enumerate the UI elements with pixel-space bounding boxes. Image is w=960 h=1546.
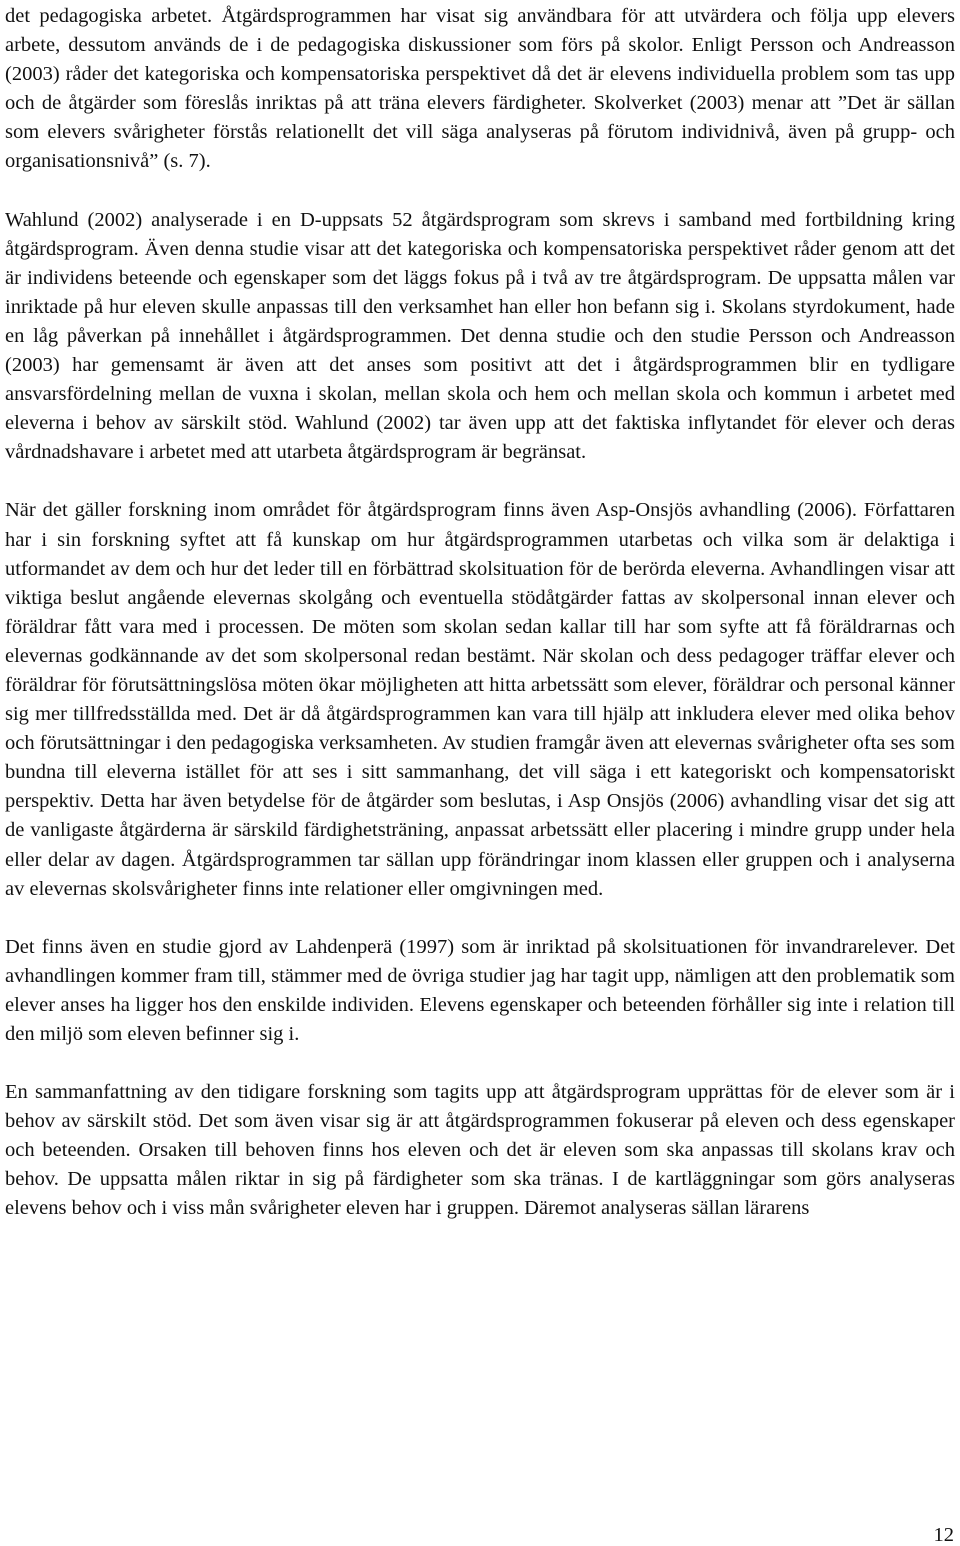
paragraph-5: En sammanfattning av den tidigare forskning som tagits upp att åtgärdsprogram upprättas för de elever som är i behov av särskilt stöd. Det som även visar sig är att åtgärdsprogrammen fokuserar på eleven och dess egenskaper och beteenden. Orsaken till behoven finns hos eleven och det är eleven som ska anpassas till skolans krav och behov. De uppsatta målen riktar in sig på färdigheter som ska tränas. I de kartläggningar som görs analyseras elevens behov och i viss mån svårigheter eleven har i gruppen. Däremot analyseras sällan lärarens xyxy=(5,1081,955,1220)
paragraph-3: När det gäller forskning inom området för åtgärdsprogram finns även Asp-Onsjös avhandling (2006). Författaren har i sin forskning syftet att få kunskap om hur åtgärdsprogrammen utarbetas och vilka som är delaktiga i utformandet av dem och hur det leder till en förbättrad skolsituation för de berörda eleverna. Avhandlingen visar att viktiga beslut angående elevernas skolgång och eventuella stödåtgärder fattas av skolpersonal innan elever och föräldrar fått vara med i processen. De möten som skolan sedan kallar till har som syfte att få föräldrarnas och elevernas godkännande av det som skolpersonal redan bestämt. När skolan och dess pedagoger träffar elever och föräldrar för förutsättningslösa möten ökar möjligheten att hitta arbetssätt som elever, föräldrar och personal känner sig mer tillfredsställda med. Det är då åtgärdsprogrammen kan vara till hjälp att inkludera elever med olika behov och förutsättningar i den pedagogiska verksamheten. Av studien framgår även att elevernas svårigheter ofta ses som bundna till eleverna istället för att ses i sitt sammanhang, det vill säga i ett kategoriskt och kompensatoriskt perspektiv. Detta har även betydelse för de åtgärder som beslutas, i Asp Onsjös (2006) avhandling visar det sig att de vanligaste åtgärderna är särskild färdighetsträning, anpassat arbetssätt eller placering i mindre grupp under hela eller delar av dagen. Åtgärdsprogrammen tar sällan upp förändringar inom klassen eller gruppen och i analyserna av elevernas skolsvårigheter finns inte relationer eller omgivningen med. xyxy=(5,499,955,900)
page-number: 12 xyxy=(933,1524,954,1546)
paragraph-1: det pedagogiska arbetet. Åtgärdsprogrammen har visat sig användbara för att utvärdera och följa upp elevers arbete, dessutom används de i de pedagogiska diskussioner som förs på skolor. Enligt Persson och Andreasson (2003) råder det kategoriska och kompensatoriska perspektivet då det är elevens individuella problem som tas upp och de åtgärder som föreslås inriktas på att träna elevers färdigheter. Skolverket (2003) menar att ”Det är sällan som elevers svårigheter förstås relationellt det vill säga analyseras på förutom individnivå, även på grupp- och organisationsnivå” (s. 7). xyxy=(5,5,955,173)
document-page xyxy=(5,2,955,1224)
paragraph-gap xyxy=(5,1049,955,1078)
paragraph-gap xyxy=(5,467,955,496)
paragraph-2: Wahlund (2002) analyserade i en D-uppsats 52 åtgärdsprogram som skrevs i samband med fortbildning kring åtgärdsprogram. Även denna studie visar att det kategoriska och kompensatoriska perspektivet råder genom att det är individens beteende och egenskaper som det läggs fokus på i två av tre åtgärdsprogram. De uppsatta målen var inriktade på hur eleven skulle anpassas till den verksamhet han eller hon befann sig i. Skolans styrdokument, hade en låg påverkan på innehållet i åtgärdsprogrammen. Det denna studie och den studie Persson och Andreasson (2003) har gemensamt är även att det anses som positivt att det i åtgärdsprogrammen blir en tydligare ansvarsfördelning mellan de vuxna i skolan, mellan skola och hem och mellan skola och kommun i arbetet med eleverna i behov av särskilt stöd. Wahlund (2002) tar även upp att det faktiska inflytandet för elever och deras vårdnadshavare i arbetet med att utarbeta åtgärdsprogram är begränsat. xyxy=(5,208,955,464)
paragraph-4: Det finns även en studie gjord av Lahdenperä (1997) som är inriktad på skolsituationen för invandrarelever. Det avhandlingen kommer fram till, stämmer med de övriga studier jag har tagit upp, nämligen att den problematik som elever anses ha ligger hos den enskilde individen. Elevens egenskaper och beteenden förhåller sig inte i relation till den miljö som eleven befinner sig i. xyxy=(5,935,955,1045)
paragraph-gap xyxy=(5,177,955,206)
paragraph-gap xyxy=(5,904,955,933)
